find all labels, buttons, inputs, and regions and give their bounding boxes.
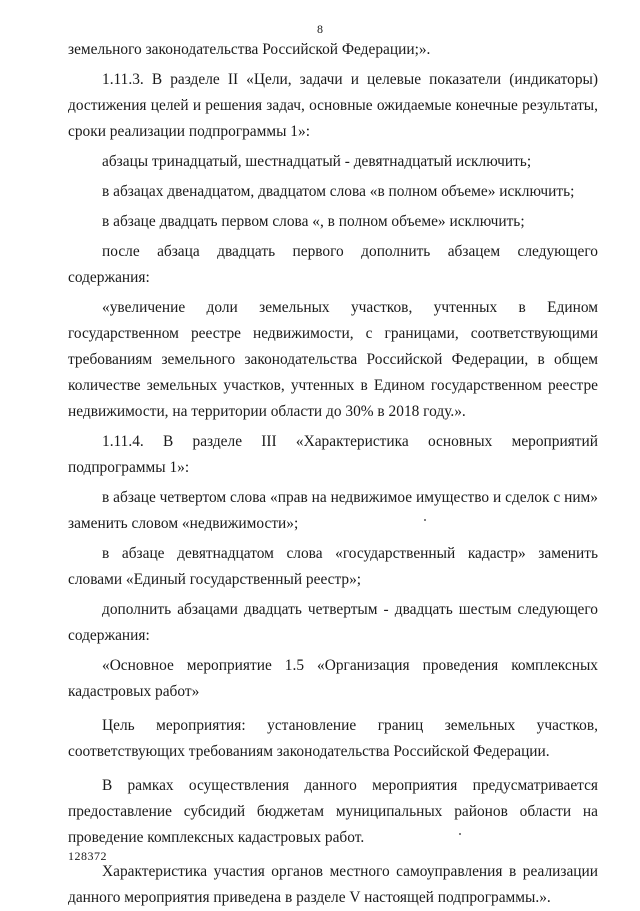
- paragraph: в абзаце девятнадцатом слова «государственный кадастр» заменить словами «Единый государственный реестр»;: [68, 545, 598, 588]
- document-body: [68, 37, 598, 911]
- paragraph: в абзаце двадцать первом слова «, в полном объеме» исключить;: [102, 213, 525, 230]
- paragraph: земельного законодательства Российской Федерации;».: [68, 41, 431, 58]
- paragraph: «увеличение доли земельных участков, учтенных в Едином государственном реестре недвижимости, с границами, соответствующими требованиям земельного законодательства Российской Федерации, в общем количестве земельных участков, учтенных в Едином государственном реестре недвижимости, на территории области до 30% в 2018 году.».: [68, 299, 598, 420]
- paragraph: «Основное мероприятие 1.5 «Организация проведения комплексных кадастровых работ»: [68, 657, 598, 700]
- scan-speck: [459, 833, 461, 835]
- scan-speck: [424, 519, 426, 521]
- paragraph: после абзаца двадцать первого дополнить абзацем следующего содержания:: [68, 243, 598, 286]
- paragraph: В рамках осуществления данного мероприятия предусматривается предоставление субсидий бюджетам муниципальных районов области на проведение комплексных кадастровых работ.: [68, 777, 598, 846]
- paragraph: Цель мероприятия: установление границ земельных участков, соответствующих требованиям законодательства Российской Федерации.: [68, 717, 598, 760]
- paragraph: 1.11.3. В разделе II «Цели, задачи и целевые показатели (индикаторы) достижения целей и решения задач, основные ожидаемые конечные результаты, сроки реализации подпрограммы 1»:: [68, 71, 598, 140]
- paragraph: Характеристика участия органов местного самоуправления в реализации данного мероприятия приведена в разделе V настоящей подпрограммы.».: [68, 863, 598, 906]
- paragraph: в абзаце четвертом слова «прав на недвижимое имущество и сделок с ним» заменить словом «недвижимости»;: [68, 489, 598, 532]
- paragraph: абзацы тринадцатый, шестнадцатый - девятнадцатый исключить;: [102, 153, 532, 170]
- paragraph: в абзацах двенадцатом, двадцатом слова «в полном объеме» исключить;: [102, 183, 575, 200]
- paragraph: 1.11.4. В разделе III «Характеристика основных мероприятий подпрограммы 1»:: [68, 433, 598, 476]
- paragraph: дополнить абзацами двадцать четвертым - двадцать шестым следующего содержания:: [68, 601, 598, 644]
- page-number: 8: [317, 22, 323, 36]
- document-code: 128372: [68, 849, 107, 863]
